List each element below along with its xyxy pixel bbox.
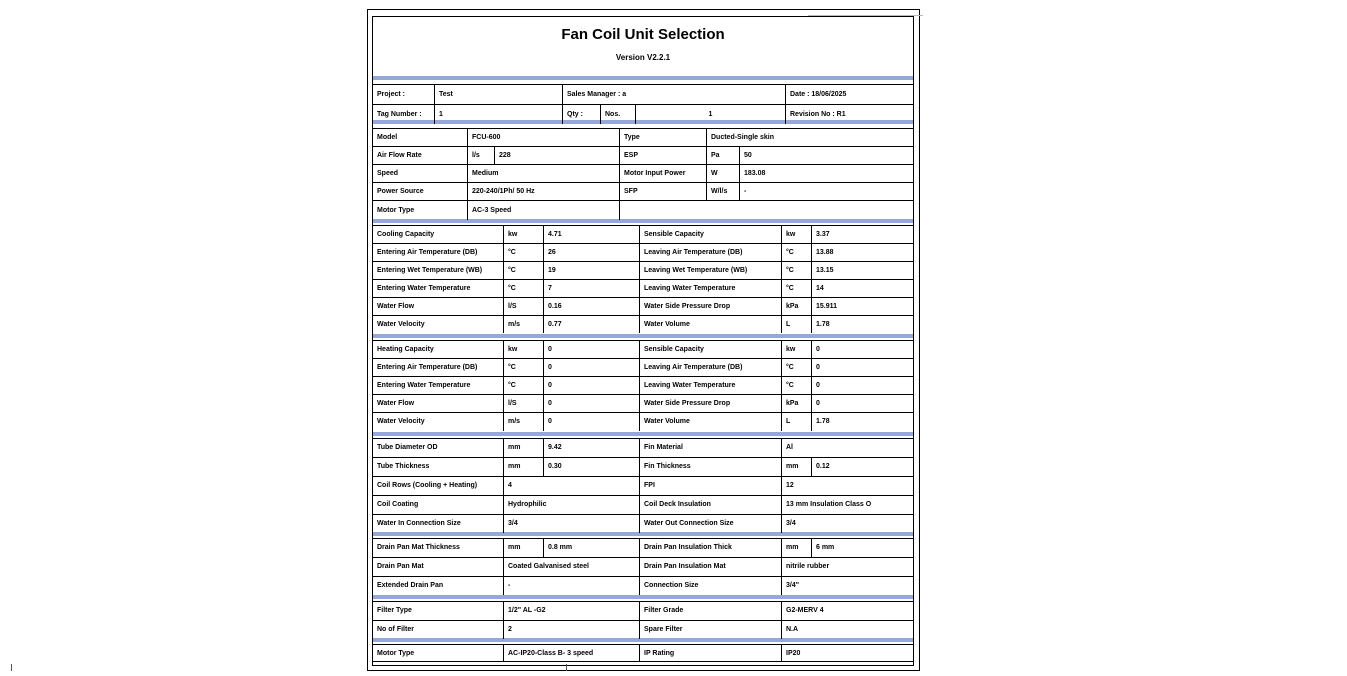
table-cell: 1 (635, 105, 785, 124)
table-row (373, 128, 913, 146)
table-cell: - (739, 183, 913, 200)
table-cell: 0.77 (543, 316, 639, 333)
table-cell: 3/4 (503, 515, 639, 533)
page-title: Fan Coil Unit Selection (561, 26, 725, 43)
section-divider (373, 432, 913, 436)
table-cell: 0 (543, 341, 639, 358)
table-cell: Model (377, 134, 398, 141)
table-cell: Leaving Water Temperature (639, 280, 781, 297)
table-cell: l/S (503, 298, 543, 315)
table-cell: Type (619, 129, 706, 146)
table-row (373, 394, 913, 412)
table-row (373, 557, 913, 576)
table-cell: mm (503, 458, 543, 476)
table-cell: 0 (543, 359, 639, 376)
table-row (373, 358, 913, 376)
table-row (373, 146, 913, 164)
table-cell: 19 (543, 262, 639, 279)
table-row (373, 476, 913, 495)
table-cell: 3.37 (811, 226, 913, 243)
version-label: Version V2.2.1 (615, 53, 671, 62)
table-cell: 0 (811, 395, 913, 412)
table-cell: 6 mm (811, 539, 913, 557)
table-cell: 220-240/1Ph/ 50 Hz (467, 183, 619, 200)
table-cell: Motor Input Power (619, 165, 706, 182)
table-cell: Water Side Pressure Drop (639, 298, 781, 315)
table-cell: °C (503, 377, 543, 394)
table-cell: 1.78 (811, 316, 913, 333)
table-row (373, 104, 913, 124)
table-cell: Filter Type (377, 607, 412, 614)
table-cell: 13.88 (811, 244, 913, 261)
table-cell: Test (434, 85, 562, 104)
table-cell: °C (503, 262, 543, 279)
table-cell: Leaving Water Temperature (639, 377, 781, 394)
table-cell: Leaving Air Temperature (DB) (639, 244, 781, 261)
table-cell: IP20 (781, 645, 913, 661)
table-cell: G2-MERV 4 (781, 602, 913, 620)
table-cell: 1 (434, 105, 562, 124)
table-cell: Water Flow (377, 303, 415, 310)
table-cell: 50 (739, 147, 913, 164)
table-cell: l/s (467, 147, 494, 164)
table-cell: IP Rating (639, 645, 781, 661)
table-row (373, 495, 913, 514)
table-cell: Sales Manager : a (562, 85, 785, 104)
table-cell: Coated Galvanised steel (503, 558, 639, 576)
table-cell: 228 (494, 147, 619, 164)
table-row (373, 261, 913, 279)
table-cell: Pa (706, 147, 739, 164)
table-cell: 13.15 (811, 262, 913, 279)
datasheet-page (367, 9, 920, 671)
table-cell: 0 (811, 377, 913, 394)
table-cell: 0 (811, 341, 913, 358)
table-cell: Power Source (377, 188, 424, 195)
table-cell: N.A (781, 621, 913, 639)
table-cell: Tube Thickness (377, 463, 430, 470)
table-row (373, 644, 913, 662)
table-cell: Air Flow Rate (377, 152, 422, 159)
table-cell: Qty : (562, 105, 600, 124)
table-cell: 9.42 (543, 439, 639, 457)
table-cell (619, 201, 913, 220)
table-cell: Drain Pan Insulation Thick (639, 539, 781, 557)
table-row (373, 376, 913, 394)
table-row (373, 514, 913, 533)
table-cell: Drain Pan Mat Thickness (377, 544, 460, 551)
table-cell: Water Flow (377, 400, 415, 407)
table-cell: 7 (543, 280, 639, 297)
table-row (373, 279, 913, 297)
table-cell: nitrile rubber (781, 558, 913, 576)
table-row (373, 620, 913, 639)
table-row (373, 412, 913, 431)
table-cell: °C (781, 359, 811, 376)
table-cell: Drain Pan Insulation Mat (639, 558, 781, 576)
table-cell: °C (503, 359, 543, 376)
table-cell: ESP (619, 147, 706, 164)
table-cell: Coil Rows (Cooling + Heating) (377, 482, 478, 489)
table-cell: Drain Pan Mat (377, 563, 424, 570)
table-cell: Motor Type (377, 650, 415, 657)
table-cell: kw (503, 226, 543, 243)
table-row (373, 601, 913, 620)
table-cell: Sensible Capacity (639, 226, 781, 243)
table-cell: Fin Thickness (639, 458, 781, 476)
table-cell: 15.911 (811, 298, 913, 315)
table-cell: 0.12 (811, 458, 913, 476)
table-cell: Revision No : R1 (785, 105, 913, 124)
table-row (373, 297, 913, 315)
table-cell: Cooling Capacity (377, 231, 435, 238)
table-cell: Tube Diameter OD (377, 444, 438, 451)
table-cell: Water Velocity (377, 321, 425, 328)
table-cell: °C (503, 244, 543, 261)
table-cell: 1.78 (811, 413, 913, 431)
table-cell: W/l/s (706, 183, 739, 200)
table-cell: Leaving Wet Temperature (WB) (639, 262, 781, 279)
table-row (373, 182, 913, 200)
table-cell: Speed (377, 170, 399, 177)
table-cell: Entering Water Temperature (377, 382, 471, 389)
table-cell: 0.16 (543, 298, 639, 315)
table-cell: °C (781, 377, 811, 394)
table-cell: Heating Capacity (377, 346, 434, 353)
table-cell: l/S (503, 395, 543, 412)
table-row (373, 457, 913, 476)
table-cell: 0 (543, 413, 639, 431)
table-row (373, 315, 913, 333)
table-cell: Sensible Capacity (639, 341, 781, 358)
table-cell: 12 (781, 477, 913, 495)
table-cell: kw (781, 226, 811, 243)
table-cell: 14 (811, 280, 913, 297)
table-cell: 0 (543, 395, 639, 412)
tick-mark (566, 664, 567, 671)
table-cell: Tag Number : (377, 111, 422, 118)
table-cell: 2 (503, 621, 639, 639)
table-cell: kPa (781, 298, 811, 315)
table-cell: Entering Wet Temperature (WB) (377, 267, 483, 274)
table-cell: 183.08 (739, 165, 913, 182)
table-cell: Water Volume (639, 413, 781, 431)
table-cell: Extended Drain Pan (377, 582, 444, 589)
table-cell: 0 (811, 359, 913, 376)
table-cell: mm (781, 539, 811, 557)
table-cell: kw (503, 341, 543, 358)
table-cell: Spare Filter (639, 621, 781, 639)
table-cell: Nos. (600, 105, 635, 124)
table-cell: m/s (503, 413, 543, 431)
table-cell: 0.8 mm (543, 539, 639, 557)
table-cell: 0.30 (543, 458, 639, 476)
table-cell: °C (503, 280, 543, 297)
table-cell: 26 (543, 244, 639, 261)
table-cell: 0 (543, 377, 639, 394)
table-cell: Al (781, 439, 913, 457)
table-cell: Coil Coating (377, 501, 419, 508)
table-cell: Water Volume (639, 316, 781, 333)
table-cell: AC-IP20-Class B- 3 speed (503, 645, 639, 661)
table-cell: 1/2" AL -G2 (503, 602, 639, 620)
table-cell: mm (781, 458, 811, 476)
table-row (373, 438, 913, 457)
table-cell: Water Side Pressure Drop (639, 395, 781, 412)
table-row (373, 538, 913, 557)
section-divider (373, 334, 913, 338)
table-cell: AC-3 Speed (467, 201, 619, 220)
table-cell: °C (781, 262, 811, 279)
section-divider (373, 76, 913, 80)
table-row (373, 576, 913, 595)
table-cell: Water Out Connection Size (639, 515, 781, 533)
table-cell: °C (781, 244, 811, 261)
table-cell: 3/4" (781, 577, 913, 595)
table-cell: m/s (503, 316, 543, 333)
table-cell: mm (503, 439, 543, 457)
table-cell: FPI (639, 477, 781, 495)
section-divider (373, 595, 913, 599)
table-row (373, 243, 913, 261)
table-cell: kw (781, 341, 811, 358)
table-cell: W (706, 165, 739, 182)
table-cell: SFP (619, 183, 706, 200)
table-cell: L (781, 316, 811, 333)
table-cell: Filter Grade (639, 602, 781, 620)
table-cell: °C (781, 280, 811, 297)
table-row (373, 225, 913, 243)
table-cell: Hydrophilic (503, 496, 639, 514)
table-cell: Entering Water Temperature (377, 285, 471, 292)
table-cell: Motor Type (377, 207, 415, 214)
datasheet-frame (372, 16, 914, 666)
table-cell: 4.71 (543, 226, 639, 243)
table-cell: Date : 18/06/2025 (785, 85, 913, 104)
table-cell: Project : (377, 91, 406, 98)
table-cell: Ducted-Single skin (706, 129, 913, 146)
table-row (373, 164, 913, 182)
tick-mark (11, 664, 12, 671)
table-row (373, 84, 913, 104)
table-cell: 3/4 (781, 515, 913, 533)
table-cell: Medium (467, 165, 619, 182)
table-cell: Water Velocity (377, 418, 425, 425)
table-cell: kPa (781, 395, 811, 412)
table-cell: FCU-600 (467, 129, 619, 146)
table-cell: Fin Material (639, 439, 781, 457)
table-cell: L (781, 413, 811, 431)
table-cell: - (503, 577, 639, 595)
table-cell: Water In Connection Size (377, 520, 461, 527)
table-cell: Coil Deck Insulation (639, 496, 781, 514)
table-cell: Entering Air Temperature (DB) (377, 249, 478, 256)
table-cell: Connection Size (639, 577, 781, 595)
table-cell: No of Filter (377, 626, 414, 633)
table-cell: 4 (503, 477, 639, 495)
table-row (373, 200, 913, 220)
table-cell: mm (503, 539, 543, 557)
table-cell: Leaving Air Temperature (DB) (639, 359, 781, 376)
table-cell: Entering Air Temperature (DB) (377, 364, 478, 371)
table-cell: 13 mm Insulation Class O (781, 496, 913, 514)
table-row (373, 340, 913, 358)
